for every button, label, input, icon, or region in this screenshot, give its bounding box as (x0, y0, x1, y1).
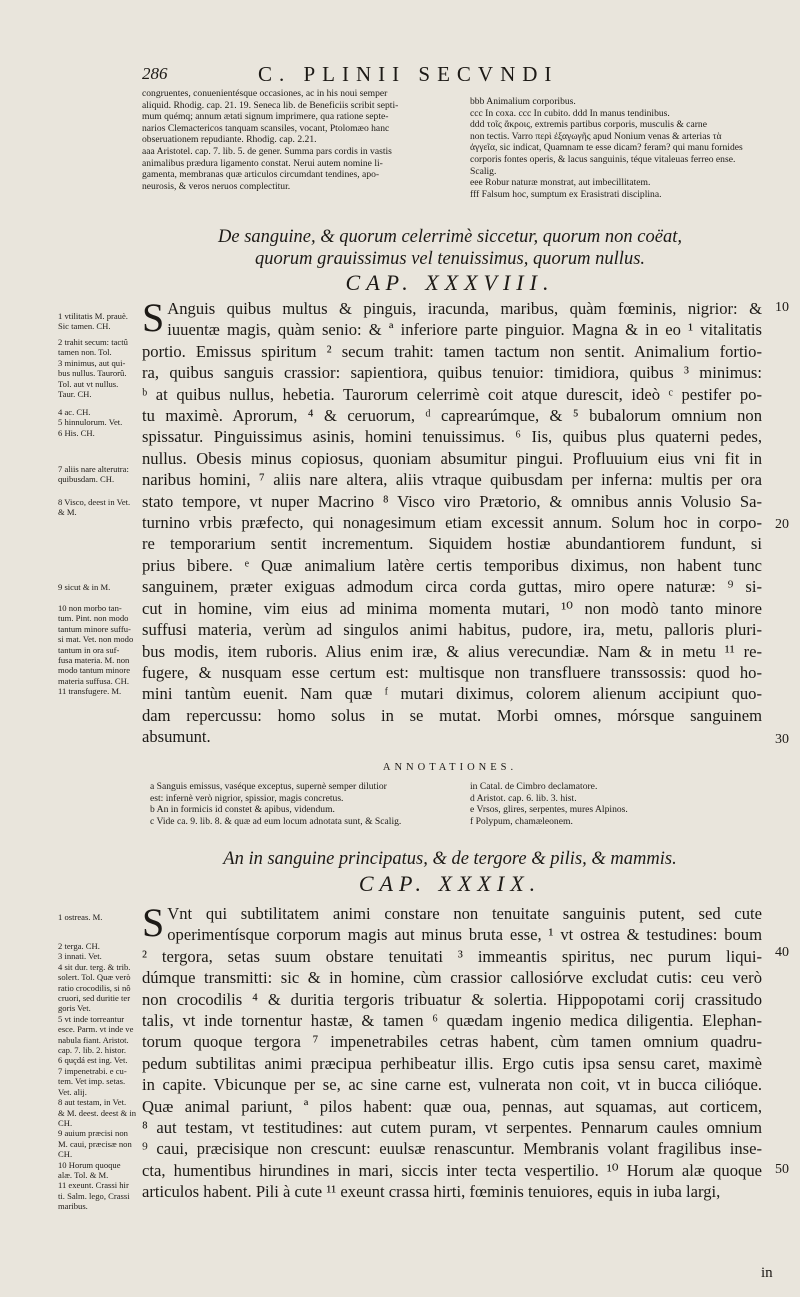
text-line: naribus homini, ⁷ aliis nare altera, aliis vtraque quibusdam per inferna: multis per ora (142, 470, 762, 490)
margin-note-line: bus nullus. Taurorû. (58, 368, 127, 379)
chapter-39-heading: An in sanguine principatus, & de tergore & pilis, & mammis. (223, 849, 677, 869)
text-line: torum quoque tergora ⁷ impenetrabiles cetras habent, cùm tamen omnium quadru- (142, 1032, 762, 1052)
page-number: 286 (142, 64, 168, 83)
margin-note-line: 4 ac. CH. (58, 407, 91, 417)
chapter-39-cap: CAP. XXXIX. (358, 871, 542, 896)
text-line: ᵇ at quibus nullus, hebetia. Taurorum celerrimè coit atque durescit, ideò ᶜ pestifer po- (142, 384, 762, 404)
margin-note-line: Vet. alij. (58, 1086, 87, 1097)
running-title: C. PLINII SECVNDI (258, 62, 559, 86)
text-line: suffusi materia, verùm ad singulos animi habitus, pudore, ira, metu, palloris pluri- (142, 620, 762, 640)
text-line: neurosis, & veros neruos complectitur. (142, 180, 291, 192)
margin-note-line: 11 transfugere. M. (58, 686, 122, 697)
text-line: ccc In coxa. ccc In cubito. ddd In manus tendinibus. (470, 107, 670, 119)
text-line: dam repercussu: homo solus in se mutat. Morbi omnes, mórsque sanguinem (142, 705, 762, 725)
margin-note-line: materia suffusa. CH. (58, 675, 129, 686)
text-line: ⁸ aut testam, vt testitudines: aut cutem puram, vt serpentes. Pennarum caules omnium (142, 1118, 762, 1138)
margin-note-line: 5 hinnulorum. Vet. (58, 417, 123, 428)
text-line: mum quémq; annum ætati signum imprimere, qua ratione septe- (142, 111, 389, 123)
margin-note-line: 7 aliis nare alterutra: (58, 464, 129, 474)
text-line: animalibus prædura ligamento constat. Nerui autem nomine li- (142, 157, 383, 169)
line-number: 50 (775, 1162, 789, 1177)
text-line: nullus. Obesis minus copiosus, quoniam absumitur pingui. Profluuium eius vni fit in (142, 448, 762, 468)
margin-note-line: Taur. CH. (58, 389, 92, 400)
chapter-39-margin-notes (58, 0, 138, 1297)
margin-note-line: Sic tamen. CH. (58, 321, 111, 332)
margin-note-line: esce. Parm. vt inde ve (58, 1024, 134, 1035)
text-line: Quæ animal pariunt, ª pilos habent: quæ oua, pennas, aut squamas, aut corticem, (142, 1096, 762, 1116)
margin-note-line: 8 Visco, deest in Vet. (58, 497, 131, 507)
text-line: congruentes, conuenientésque occasiones, ac in his noui semper (142, 88, 388, 99)
margin-note-line: maribus. (58, 1201, 88, 1212)
chapter-38-heading (150, 226, 750, 270)
margin-note-line: 6 His. CH. (58, 427, 95, 438)
text-line: cta, humentibus hirundines in mari, siccis inter tecta vespertilio. ¹⁰ Horum alæ quoque (142, 1160, 762, 1180)
text-line: non tectis. Varro περὶ ἐξαγωγῆς apud Nonium venas & arterias τὰ (470, 130, 722, 142)
text-line: ⁹ caui, præcisique non crescunt: euulsæ renascuntur. Membranis volant fragilibus inse- (142, 1139, 762, 1159)
margin-note-line: 5 vt inde torreantur (58, 1013, 125, 1024)
text-line: pedum subtilitas animi præcipua perhibeatur illis. Ergo cutis ipsa sensu caret, maximè (142, 1053, 762, 1073)
margin-note-line: fusa materia. M. non (58, 655, 130, 666)
margin-note-line: tem. Vet imp. setas. (58, 1076, 126, 1087)
text-line: fugere, & nusquam esse certum est: multisque non transfluere transsossis: quod ho- (142, 662, 762, 682)
margin-note-line: ratio crocodilis, si nô (58, 982, 131, 993)
margin-note-line: nabula fiant. Aristot. (58, 1034, 129, 1045)
annotation-line: c Vide ca. 9. lib. 8. & quæ ad eum locum adnotata sunt, & Scalig. (150, 815, 402, 827)
text-line: in capite. Vbicunque per se, ac sine carne est, vulnerata non coit, vt in bucca cilióque. (142, 1075, 762, 1095)
margin-note-line: & M. (58, 507, 77, 518)
text-line: bbb Animalium corporibus. (470, 96, 576, 107)
heading-line: quorum grauissimus vel tenuissimus, quorum nullus. (254, 249, 646, 269)
margin-note (58, 941, 136, 1212)
margin-note-line: solert. Tol. Quæ verò (58, 972, 131, 983)
text-line: turnino vrbis præfecto, qui nonagesimum etiam excessit annum. Solum hoc in corpo- (142, 513, 762, 533)
text-line: corporis fontes operis, & lacus sanguinis, téque vitaleuas ferreo ense. (470, 153, 736, 165)
annotations-right (470, 781, 770, 827)
annotation-line: f Polypum, chamæleonem. (470, 815, 573, 827)
text-line: non crocodilis ⁴ & duritia tergoris tribuatur & solertia. Hippopotami corij crassitudo (142, 989, 762, 1009)
text-line: portio. Emissus spiritum ² secum trahit: tamen tactum non sentit. Animalium fortio- (142, 341, 762, 361)
margin-note-line: 9 sicut & in M. (58, 582, 111, 592)
chapter-38-cap: CAP. XXXVIII. (345, 270, 555, 295)
top-notes-left (142, 88, 462, 192)
text-line: obseruationem repudiante. Rhodig. cap. 2.21. (142, 134, 317, 146)
text-line: Vnt qui subtilitatem animi constare non tenuitate sanguinis putent, sed cute (167, 904, 762, 923)
text-line: eee Robur naturæ monstrat, aut imbecillitatem. (470, 177, 651, 189)
margin-note-line: 7 impenetrabi. e cu- (58, 1065, 127, 1076)
text-line: articulos habent. Pili à cute ¹¹ exeunt crassa hirti, fœminis tenuiores, equis in iuba largi, (142, 1182, 721, 1202)
margin-note-line: 3 innati. Vet. (58, 951, 102, 962)
margin-note-line: M. caui, præcisæ non (58, 1138, 132, 1149)
margin-note-line: si mat. Vet. non modo (58, 634, 134, 645)
text-line: iuuentæ magis, quàm senio: & ª inferiore parte pinguior. Magna & in eo ¹ vitalitatis (167, 320, 762, 340)
margin-note-line: alæ. Tol. & M. (58, 1169, 109, 1180)
margin-note-line: 6 quçdá est ing. Vet. (58, 1055, 128, 1066)
text-line: cut in homine, vim eius ad minima momenta mutari, ¹⁰ non modò tanto minore (142, 598, 762, 618)
line-number: 20 (775, 517, 789, 532)
annotation-line: a Sanguis emissus, vaséque exceptus, supernè semper dilutior (150, 781, 387, 792)
text-line: dúmque transmitti: sic & in homine, cùm crassior callosiórve excludat cutis: ceu verò (142, 968, 762, 988)
text-line: ra, quibus sanguis crassior: sapientiora, quibus tenuior: timidiora, quibus ³ minimus: (142, 363, 762, 383)
margin-note-line: quibusdam. CH. (58, 474, 115, 485)
text-line: Anguis quibus multus & pinguis, iracunda, maribus, quàm fœminis, nigrior: & (167, 299, 762, 318)
drop-cap: S (142, 900, 165, 945)
annotation-line: d Aristot. cap. 6. lib. 3. hist. (470, 792, 577, 804)
text-line: prius bibere. ᵉ Quæ animalium latère certis temporibus diximus, non habent tunc (142, 555, 762, 575)
annotation-line: est: infernè verò nigrior, spissior, magis concretus. (150, 792, 344, 804)
text-line: tu maximè. Aprorum, ⁴ & ceruorum, ᵈ caprearúmque, & ⁵ bubalorum omnium non (142, 406, 762, 426)
text-line: talis, vt inde tornentur hastæ, & tamen ⁶ quædam ingenio medica diligentia. Elephan- (142, 1011, 762, 1031)
text-line: bus modis, item ruboris. Alius enim iræ, & alius verecundiæ. Nam & in metu ¹¹ re- (142, 641, 762, 661)
text-line: ddd τοῖς ἄκροις, extremis partibus corporis, musculis & carne (470, 119, 707, 131)
margin-note-line: & M. deest. deest & in (58, 1107, 137, 1118)
margin-note-line: 10 non morbo tan- (58, 603, 122, 613)
text-line: operimentísque corporum magis aut minus bruta esse, ¹ vt ostrea & testudines: boum (167, 925, 762, 945)
text-line: stato tempore, vt nuper Macrino ⁸ Visco viro Prætorio, & omnibus annis Volusio Sa- (142, 491, 762, 511)
line-number: 40 (775, 945, 789, 960)
chapter-38-text (142, 295, 762, 748)
margin-note-line: 3 minimus, aut qui- (58, 357, 126, 368)
margin-note-line: 4 sit dur. terg. & trib. (58, 961, 131, 972)
margin-note-line: 2 terga. CH. (58, 941, 100, 951)
margin-note-line: tamen non. Tol. (58, 347, 112, 358)
top-notes-right (470, 96, 790, 200)
text-line: fff Falsum hoc, sumptum ex Erasistrati disciplina. (470, 188, 662, 200)
text-line: absumunt. (142, 727, 211, 747)
annotation-line: e Vrsos, glires, serpentes, mures Alpinos. (470, 804, 628, 816)
margin-note-line: cap. 7. lib. 2. histor. (58, 1045, 127, 1056)
text-line: aliquid. Rhodig. cap. 21. 19. Seneca lib. de Beneficiis scribit septi- (142, 99, 399, 111)
margin-note-line: 8 aut testam, in Vet. (58, 1097, 127, 1108)
margin-note-line: Tol. aut vt nullus. (58, 378, 119, 389)
annotations-left (150, 781, 460, 827)
text-line: mini tantùm euenit. Nam quæ ᶠ mutari diximus, colorem alienum accipiunt quo- (142, 684, 762, 704)
margin-note-line: tantum minore suffu- (58, 623, 131, 634)
margin-note (58, 912, 102, 922)
margin-note-line: 10 Horum quoque (58, 1159, 121, 1170)
text-line: aaa Aristotel. cap. 7. lib. 5. de gener. Summa pars cordis in vastis (142, 145, 392, 157)
margin-note-line: ti. Salm. lego, Crassi (58, 1190, 130, 1201)
margin-note-line: 1 ostreas. M. (58, 912, 103, 922)
text-line: re temporarium sentit incrementum. Siquidem hostiæ abundantiorem fundunt, si (142, 534, 762, 554)
text-line: sanguinem, præter exiguas admodum circa corda guttas, miro opere naturæ: ⁹ si- (142, 577, 762, 597)
annotation-line: b An in formicis id constet & apibus, videndum. (150, 804, 335, 816)
text-line: ² tergora, setas suum obstare tenuitati ³ immeantis spiritus, nec purum liqui- (142, 946, 762, 966)
margin-note-line: CH. (58, 1117, 73, 1128)
margin-note-line: 1 vtilitatis M. prauè. (58, 311, 128, 321)
margin-note-line: tantum in ora suf- (58, 644, 120, 655)
chapter-39-text (142, 900, 762, 1203)
margin-note-line: 9 auium præcisi non (58, 1128, 128, 1139)
annotations-title: ANNOTATIONES. (382, 762, 518, 773)
margin-note-line: CH. (58, 1149, 73, 1160)
heading-line: De sanguine, & quorum celerrimè siccetur, quorum non coëat, (218, 227, 682, 247)
margin-note-line: 2 trahit secum: tactû (58, 337, 128, 347)
line-number: 10 (775, 300, 789, 315)
margin-note-line: tum. Pint. non modo (58, 613, 129, 624)
text-line: narios Clemactericos tanquam scansiles, vocant, Ptolomæo hanc (142, 122, 390, 134)
margin-note-line: 11 exeunt. Crassi hir (58, 1180, 129, 1191)
text-line: ἀγγεῖα, sic indicat, Quamnam te esse dicam? feram? qui manu fornides (470, 142, 743, 154)
line-number: 30 (775, 732, 789, 747)
text-line: gamenta, membranas quæ articulos circumdant tendines, apo- (142, 169, 380, 181)
margin-note-line: modo tantum minore (58, 665, 131, 676)
catchword: in (761, 1265, 773, 1281)
text-line: Scalig. (470, 165, 497, 177)
annotation-line: in Catal. de Cimbro declamatore. (470, 781, 598, 792)
margin-note-line: goris Vet. (58, 1003, 91, 1014)
margin-note-line: cruori, sed duritie ter (58, 993, 131, 1004)
text-line: spissatur. Pinguissimus asinis, homini tenuissimus. ⁶ Iis, quibus plus quaterni pedes, (142, 427, 762, 447)
drop-cap: S (142, 295, 165, 340)
